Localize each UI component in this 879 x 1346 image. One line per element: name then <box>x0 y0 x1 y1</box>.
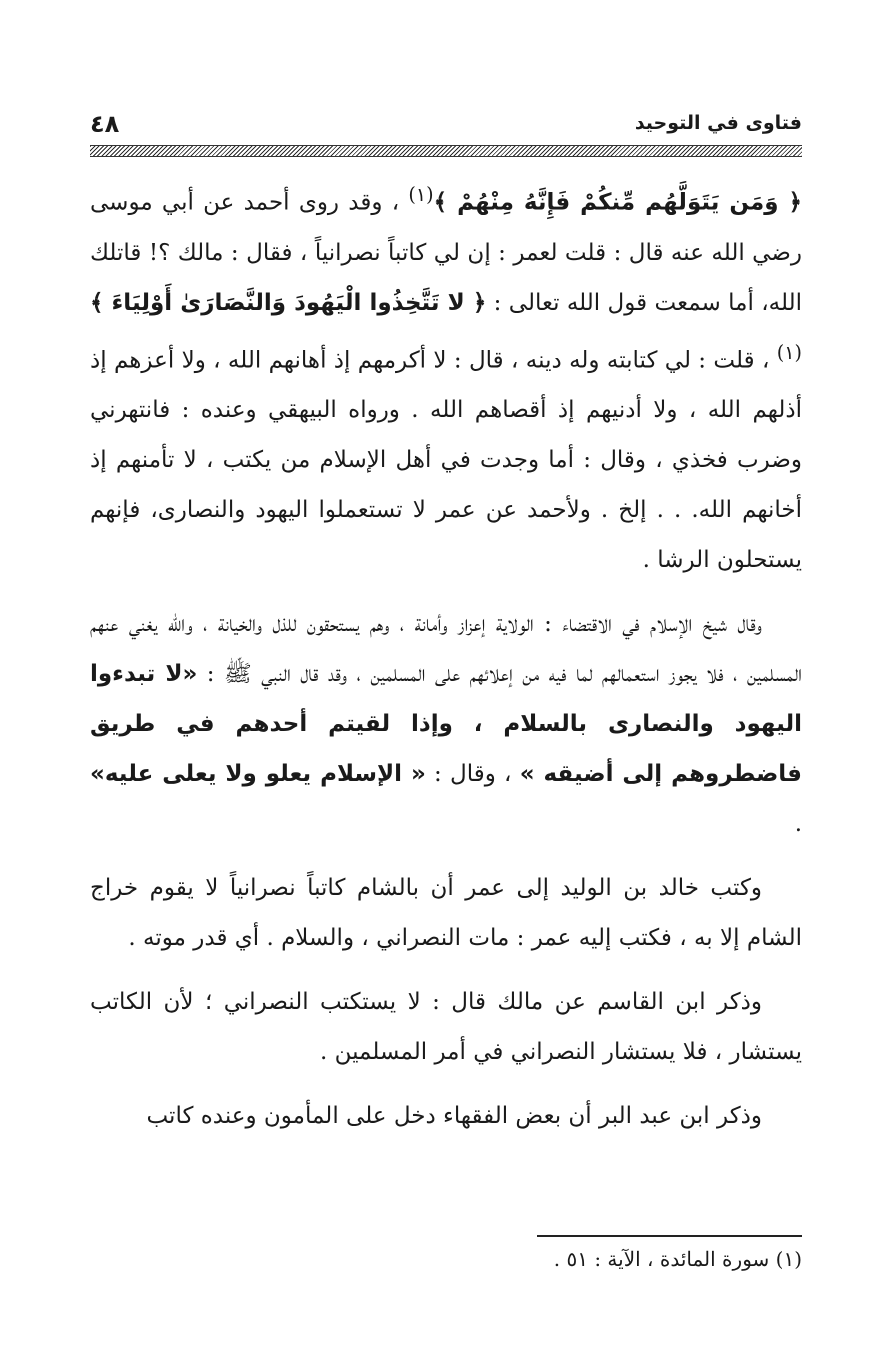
footnote-marker: (١) <box>776 340 802 364</box>
footnotes <box>90 1235 802 1271</box>
footnote-marker: (١) <box>408 183 434 206</box>
footnote-divider <box>537 1235 802 1237</box>
paragraph-3: وكتب خالد بن الوليد إلى عمر أن بالشام كاتباً نصرانياً لا يقوم خراج الشام إلا به ، فكتب إليه عمر : مات النصراني ، والسلام . أي قدر موته . <box>90 875 802 952</box>
paragraph-text: ، وقد روى أحمد عن أبي موسى رضي الله عنه قال : قلت لعمر : إن لي كاتباً نصرانياً ، فقال : مالك ؟! قاتلك الله، أما سمعت قول الله تعالى : <box>90 189 802 316</box>
hadith-quote: « الإسلام يعلو ولا يعلى عليه» <box>90 761 426 788</box>
header-divider <box>90 145 802 157</box>
paragraph-text: ، قلت : لي كتابته وله دينه ، قال : لا أكرمهم إذ أهانهم الله ، ولا أعزهم إذ أذلهم الله ، ولا أدنيهم إذ أقصاهم الله . ورواه البيهقي وعنده : فانتهرني وضرب فخذي ، وقال : أما وجدت في أهل الإسلام من يكتب ، لا تأمنهم إذ أخانهم الله. . . إلخ . ولأحمد عن عمر لا تستعملوا اليهود والنصارى، فإنهم يستحلون الرشا . <box>90 347 802 574</box>
main-text <box>90 170 802 1155</box>
paragraph-5: وذكر ابن عبد البر أن بعض الفقهاء دخل على المأمون وعنده كاتب <box>146 1103 762 1130</box>
quran-quote: ﴿ لا تَتَّخِذُوا الْيَهُودَ وَالنَّصَارَىٰ أَوْلِيَاءَ ﴾ <box>90 289 487 316</box>
paragraph-2 <box>90 599 802 849</box>
page-number: ٤٨ <box>90 110 120 138</box>
paragraph-text: . <box>794 811 802 838</box>
book-title: فتاوى في التوحيد <box>634 112 802 134</box>
paragraph-text: ، وقال : <box>425 761 520 788</box>
page-header <box>90 112 802 142</box>
footnote-1: (١) سورة المائدة ، الآية : ٥١ . <box>553 1247 802 1271</box>
paragraph-4: وذكر ابن القاسم عن مالك قال : لا يستكتب النصراني ؛ لأن الكاتب يستشار ، فلا يستشار النصراني في أمر المسلمين . <box>90 989 802 1066</box>
paragraph-1 <box>90 170 802 585</box>
hadith-quote: «لا تبدءوا اليهود والنصارى بالسلام ، وإذا لقيتم أحدهم في طريق فاضطروهم إلى أضيقه » <box>90 661 802 788</box>
quran-quote: ﴿ وَمَن يَتَوَلَّهُم مِّنكُمْ فَإِنَّهُ مِنْهُمْ ﴾ <box>433 189 802 216</box>
paragraph-text: وقال شيخ الإسلام في الاقتضاء : الولاية إعزاز وأمانة ، وهم يستحقون للذل والخيانة ، والله يغني عنهم المسلمين ، فلا يجوز استعمالهم لما فيه من إعلائهم على المسلمين ، وقد قال النبي ﷺ : <box>90 611 802 688</box>
